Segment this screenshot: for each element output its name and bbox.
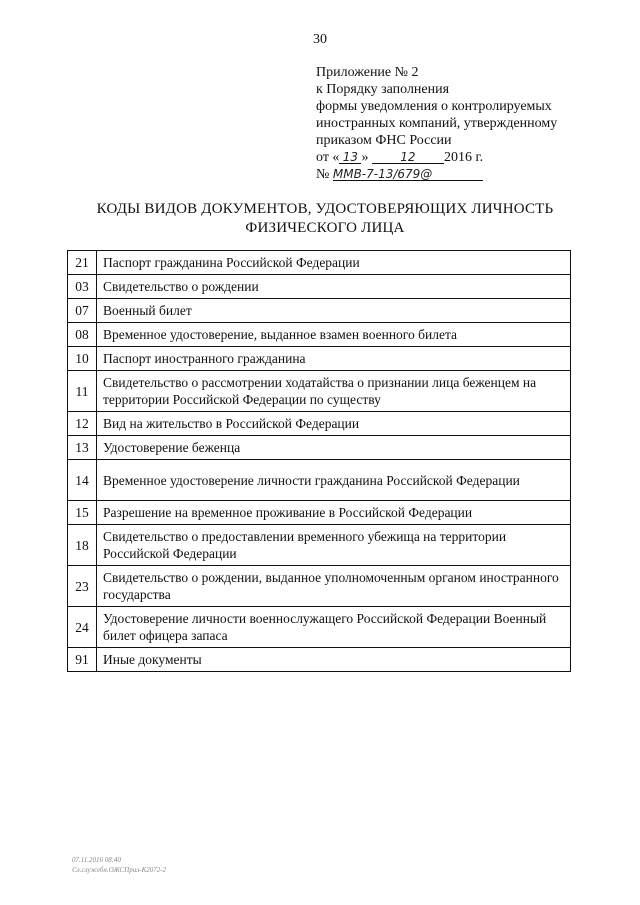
code-cell: 15: [68, 501, 97, 525]
code-cell: 03: [68, 275, 97, 299]
table-row: [68, 412, 571, 436]
date-year: 2016 г.: [443, 150, 484, 165]
table-row: [68, 460, 571, 501]
code-cell: 10: [68, 347, 97, 371]
title-line-2: ФИЗИЧЕСКОГО ЛИЦА: [245, 220, 405, 236]
name-cell: Удостоверение личности военнослужащего Российской Федерации Военный билет офицера запаса: [97, 607, 571, 648]
order-number: ММВ-7-13/679@: [332, 167, 433, 181]
name-cell: Иные документы: [97, 648, 571, 672]
footer-line-1: 07.11.2016 08:40: [72, 856, 122, 864]
table-row: [68, 525, 571, 566]
code-cell: 23: [68, 566, 97, 607]
order-number-line: [316, 166, 626, 183]
date-prefix: от «: [316, 150, 340, 165]
code-cell: 91: [68, 648, 97, 672]
appendix-line-4: иностранных компаний, утвержденному: [316, 116, 558, 131]
appendix-header: [316, 64, 626, 183]
appendix-line-2: к Порядку заполнения: [316, 82, 450, 97]
name-cell: Паспорт иностранного гражданина: [97, 347, 571, 371]
code-cell: 11: [68, 371, 97, 412]
name-cell: Свидетельство о рождении, выданное уполномоченным органом иностранного государства: [97, 566, 571, 607]
code-cell: 07: [68, 299, 97, 323]
table-row: [68, 566, 571, 607]
code-cell: 13: [68, 436, 97, 460]
page-number: 30: [313, 32, 327, 47]
table-row: [68, 275, 571, 299]
footer-line-2: Сл.служебн.ОЖСПрил-К2072-2: [72, 866, 167, 874]
name-cell: Временное удостоверение личности гражданина Российской Федерации: [97, 460, 571, 501]
appendix-line-3: формы уведомления о контролируемых: [316, 99, 552, 114]
name-cell: Вид на жительство в Российской Федерации: [97, 412, 571, 436]
name-cell: Свидетельство о предоставлении временного убежища на территории Российской Федерации: [97, 525, 571, 566]
name-cell: Временное удостоверение, выданное взамен военного билета: [97, 323, 571, 347]
name-cell: Удостоверение беженца: [97, 436, 571, 460]
appendix-line-5: приказом ФНС России: [316, 133, 452, 148]
title-line-1: КОДЫ ВИДОВ ДОКУМЕНТОВ, УДОСТОВЕРЯЮЩИХ ЛИЧНОСТЬ: [96, 201, 554, 217]
code-cell: 21: [68, 251, 97, 275]
name-cell: Паспорт гражданина Российской Федерации: [97, 251, 571, 275]
table-row: [68, 607, 571, 648]
code-cell: 08: [68, 323, 97, 347]
footer-stamp: [72, 855, 166, 875]
date-mid: »: [361, 150, 369, 165]
table-row: [68, 648, 571, 672]
code-cell: 12: [68, 412, 97, 436]
name-cell: Свидетельство о рассмотрении ходатайства о признании лица беженцем на территории Российской Федерации по существу: [97, 371, 571, 412]
table-row: [68, 347, 571, 371]
code-cell: 14: [68, 460, 97, 501]
table-row: [68, 501, 571, 525]
name-cell: Разрешение на временное проживание в Российской Федерации: [97, 501, 571, 525]
table-row: [68, 436, 571, 460]
table-row: [68, 371, 571, 412]
number-prefix: №: [316, 167, 330, 182]
document-title: [60, 200, 590, 238]
code-cell: 24: [68, 607, 97, 648]
date-month: 12: [400, 150, 416, 164]
code-cell: 18: [68, 525, 97, 566]
date-day: 13: [342, 150, 359, 164]
table-row: [68, 299, 571, 323]
name-cell: Военный билет: [97, 299, 571, 323]
name-cell: Свидетельство о рождении: [97, 275, 571, 299]
table-row: [68, 251, 571, 275]
table-row: [68, 323, 571, 347]
approval-date: [316, 149, 626, 166]
document-codes-table: [67, 250, 571, 672]
appendix-line-1: Приложение № 2: [316, 65, 419, 80]
